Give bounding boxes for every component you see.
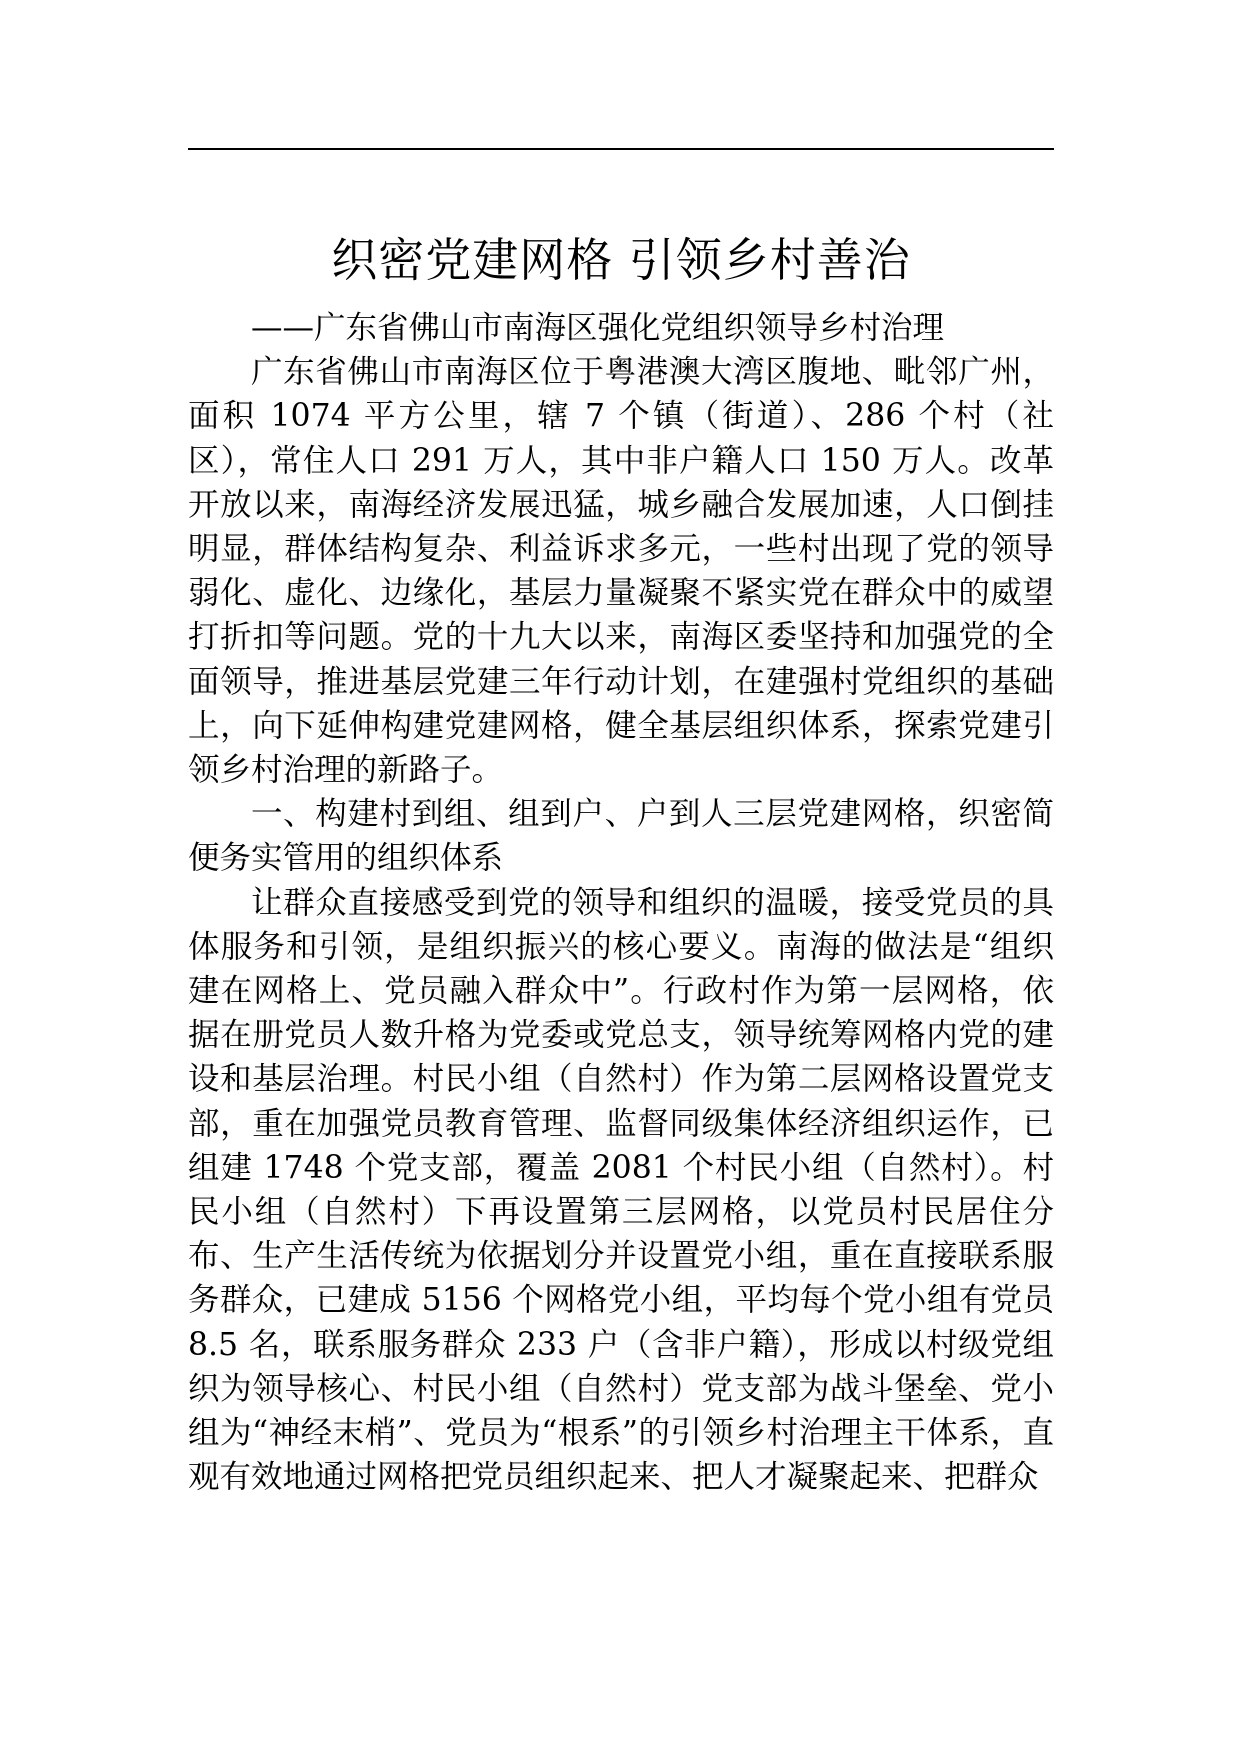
document-subtitle: ——广东省佛山市南海区强化党组织领导乡村治理 xyxy=(251,310,945,346)
section-1-paragraph: 让群众直接感受到党的领导和组织的温暖，接受党员的具体服务和引领，是组织振兴的核心要义。南海的做法是“组织建在网格上、党员融入群众中”。行政村作为第一层网格，依据在册党员人数升格为党委或党总支，领导统筹网格内党的建设和基层治理。村民小组（自然村）作为第二层网格设置党支部，重在加强党员教育管理、监督同级集体经济组织运作，已组建 1748 个党支部，覆盖 2081 个村民小组（自然村）。村民小组（自然村）下再设置第三层网格，以党员村民居住分布、生产生活传统为依据划分并设置党小组，重在直接联系服务群众，已建成 5156 个网格党小组，平均每个党小组有党员 8.5 名，联系服务群众 233 户（含非户籍），形成以村级党组织为领导核心、村民小组（自然村）党支部为战斗堡垒、党小组为“神经末梢”、党员为“根系”的引领乡村治理主干体系，直观有效地通过网格把党员组织起来、把人才凝聚起来、把群众 xyxy=(188,884,1054,1496)
intro-paragraph: 广东省佛山市南海区位于粤港澳大湾区腹地、毗邻广州，面积 1074 平方公里，辖 7 个镇（街道）、286 个村（社区），常住人口 291 万人，其中非户籍人口 150 万人。改革开放以来，南海经济发展迅猛，城乡融合发展加速，人口倒挂明显，群体结构复杂、利益诉求多元，一些村出现了党的领导弱化、虚化、边缘化，基层力量凝聚不紧实党在群众中的威望打折扣等问题。党的十九大以来，南海区委坚持和加强党的全面领导，推进基层党建三年行动计划，在建强村党组织的基础上，向下延伸构建党建网格，健全基层组织体系，探索党建引领乡村治理的新路子。 xyxy=(188,354,1054,789)
section-heading-1: 一、构建村到组、组到户、户到人三层党建网格，织密简便务实管用的组织体系 xyxy=(188,796,1054,877)
header-rule xyxy=(188,148,1054,150)
document-title: 织密党建网格 引领乡村善治 xyxy=(331,233,911,287)
document-body xyxy=(188,306,1054,1499)
